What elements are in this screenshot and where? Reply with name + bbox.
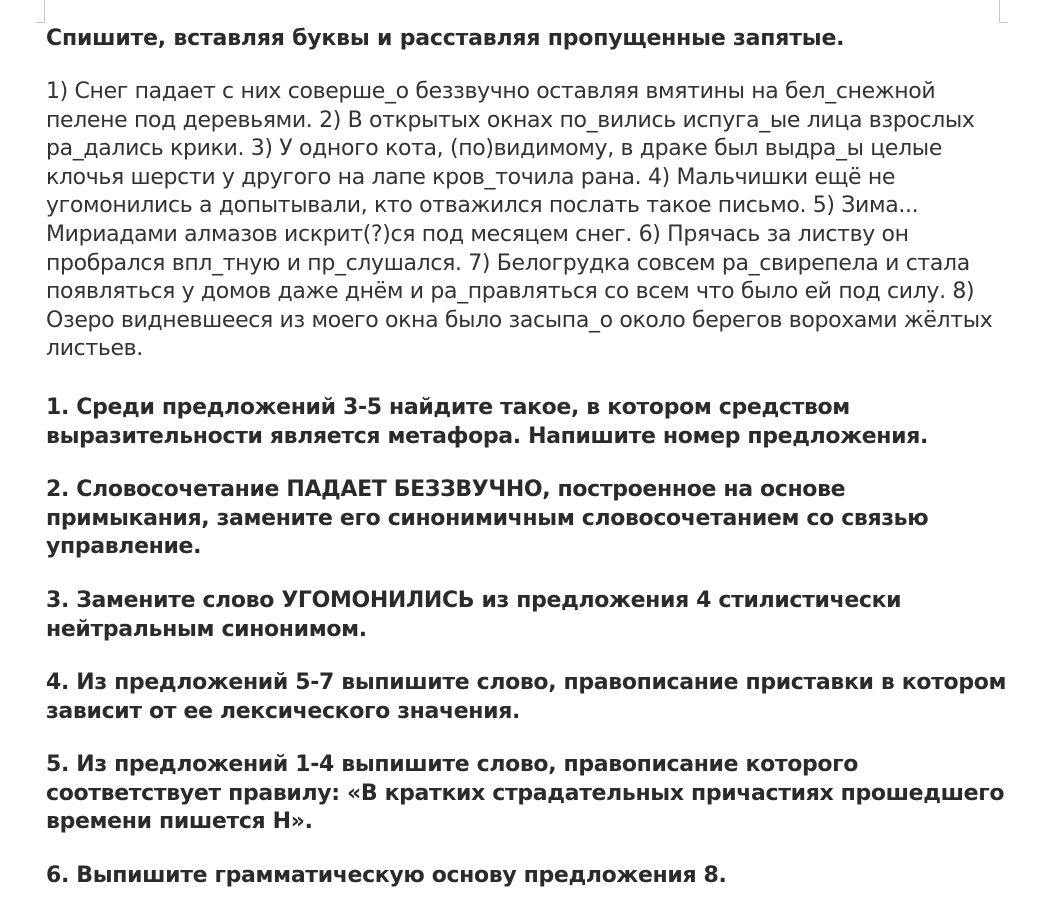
task-3: 3. Замените слово УГОМОНИЛИСЬ из предложения 4 стилистически нейтральным синонимом.: [46, 587, 902, 642]
task-6: 6. Выпишите грамматическую основу предложения 8.: [46, 863, 727, 889]
task-2: 2. Словосочетание ПАДАЕТ БЕЗЗВУЧНО, построенное на основе примыкания, замените его синонимичным словосочетанием со связью управление.: [46, 477, 929, 560]
task-1: 1. Среди предложений 3-5 найдите такое, в котором средством выразительности является метафора. Напишите номер предложения.: [46, 394, 929, 449]
exercise-passage: 1) Снег падает с них соверше_о беззвучно оставляя вмятины на бел_снежной пелене под деревьями. 2) В открытых окнах по_вились испуга_ые лица взрослых ра_дались крики. 3) У одного кота, (по)видимому, в драке был выдра_ы целые клочья шерсти у другого на лапе кров_точила рана. 4) Мальчишки ещё не угомонились а допытывали, кто отважился послать такое письмо. 5) Зима... Мириадами алмазов искрит(?)ся под месяцем снег. 6) Прячась за листву он пробрался впл_тную и пр_слушался. 7) Белогрудка совсем ра_свирепела и стала появляться у домов даже днём и ра_правляться со всем что было ей под силу. 8) Озеро видневшееся из моего окна было засыпа_о около берегов ворохами жёлтых листьев.: [46, 79, 993, 362]
page-corner-mark-left: [36, 0, 45, 23]
document-body: [46, 24, 1008, 916]
task-5: 5. Из предложений 1-4 выпишите слово, правописание которого соответствует правилу: «В кратких страдательных причастиях прошедшего времени пишется Н».: [46, 752, 1005, 835]
assignment-title: Спишите, вставляя буквы и расставляя пропущенные запятые.: [46, 26, 845, 51]
page-corner-mark-right: [999, 0, 1008, 23]
task-4: 4. Из предложений 5-7 выпишите слово, правописание приставки в котором зависит от ее лексического значения.: [46, 670, 1007, 724]
